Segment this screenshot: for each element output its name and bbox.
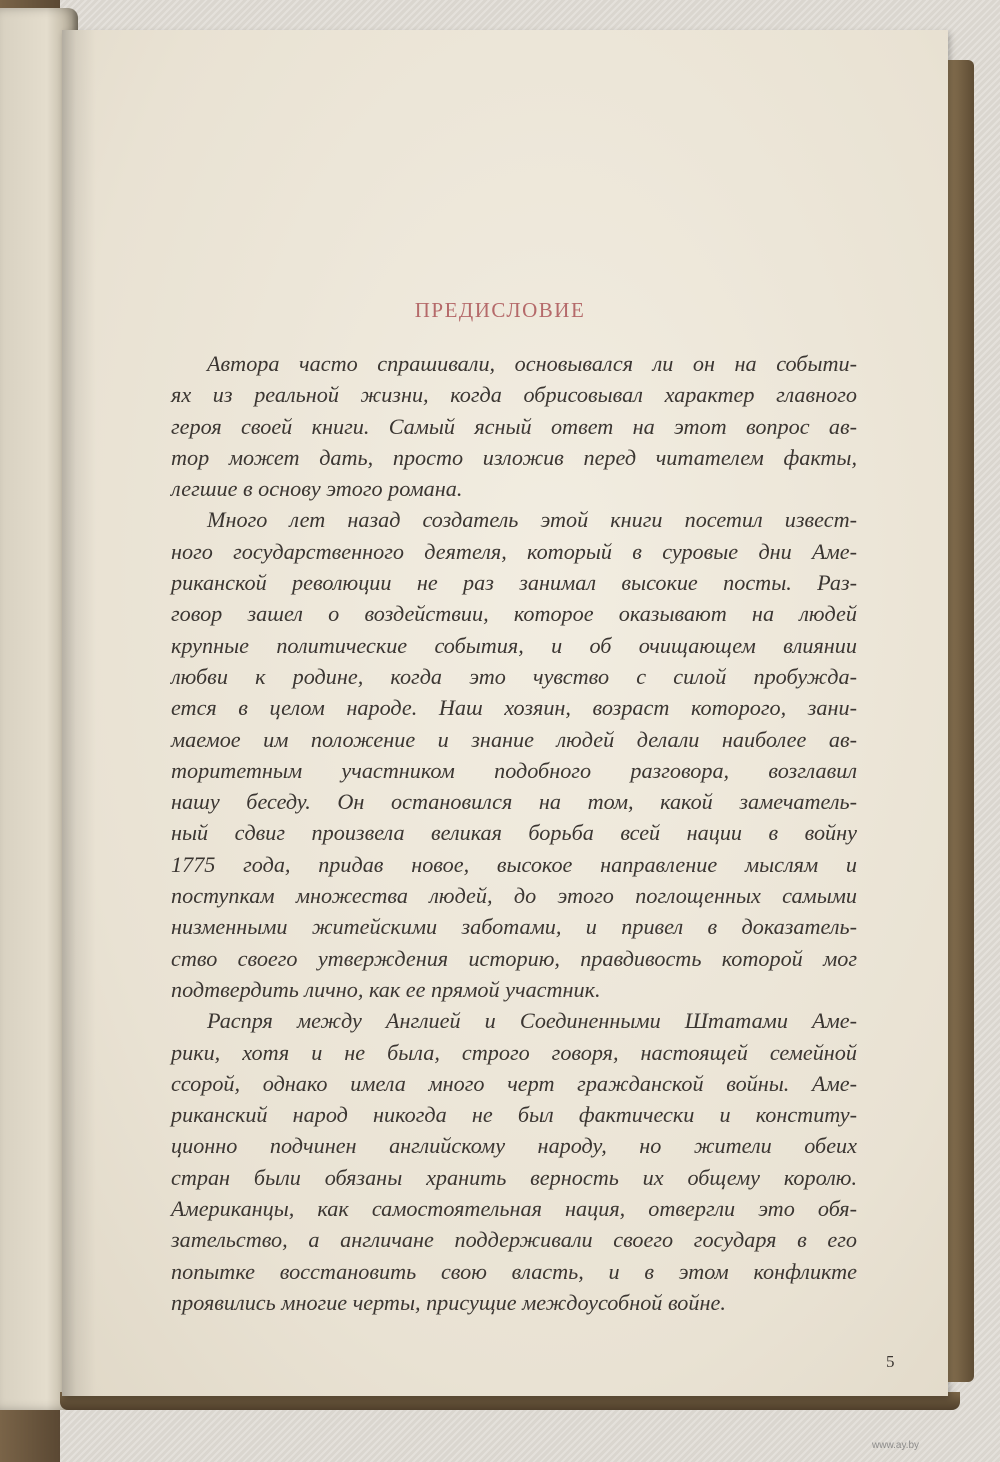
text-line: ного государственного деятеля, который в суровые дни Аме- [171, 538, 857, 564]
text-line: ях из реальной жизни, когда обрисовывал характер главного [171, 382, 857, 408]
text-line: низменными житейскими заботами, и привел в доказатель- [171, 914, 857, 940]
text-line: Автора часто спрашивали, основывался ли он на событи- [207, 351, 857, 376]
text-line: проявились многие черты, присущие междоусобной войне. [171, 1289, 726, 1315]
text-line: ство своего утверждения историю, правдивость которой мог [171, 945, 857, 971]
text-line: ется в целом народе. Наш хозяин, возраст которого, зани- [171, 695, 857, 721]
text-line: риканской революции не раз занимал высокие посты. Раз- [171, 570, 857, 596]
text-line: попытке восстановить свою власть, и в этом конфликте [171, 1258, 857, 1284]
text-line: подтвердить лично, как ее прямой участник. [171, 976, 601, 1002]
text-line: крупные политические события, и об очищающем влиянии [171, 632, 857, 658]
text-line: риканский народ никогда не был фактически и конститу- [171, 1102, 857, 1128]
text-line: ный сдвиг произвела великая борьба всей нации в войну [171, 820, 857, 846]
text-line: тор может дать, просто изложив перед читателем факты, [171, 444, 857, 470]
text-line: маемое им положение и знание людей делали наиболее ав- [171, 726, 857, 752]
text-line: ционно подчинен английскому народу, но жители обеих [171, 1133, 857, 1159]
text-line: поступкам множества людей, до этого поглощенных самыми [171, 883, 857, 909]
text-line: героя своей книги. Самый ясный ответ на этот вопрос ав- [171, 413, 857, 439]
text-line: рики, хотя и не была, строго говоря, настоящей семейной [171, 1039, 857, 1065]
text-line: Американцы, как самостоятельная нация, отвергли это обя- [171, 1196, 857, 1222]
text-line: нашу беседу. Он остановился на том, какой замечатель- [171, 789, 857, 815]
text-line: любви к родине, когда это чувство с силой пробужда- [171, 663, 857, 689]
book-page [62, 30, 948, 1396]
page-number: 5 [886, 1352, 895, 1371]
text-line: торитетным участником подобного разговора, возглавил [171, 757, 857, 783]
watermark: www.ay.by [872, 1440, 920, 1451]
text-line: Распря между Англией и Соединенными Штатами Аме- [207, 1008, 857, 1034]
page-heading: ПРЕДИСЛОВИЕ [414, 298, 586, 322]
text-line: стран были обязаны хранить верность их общему королю. [171, 1164, 857, 1190]
page-body [171, 348, 857, 1318]
text-line: легшие в основу этого романа. [171, 476, 463, 502]
text-line: ссорой, однако имела много черт гражданской войны. Аме- [171, 1070, 857, 1096]
text-line: зательство, а англичане поддерживали своего государя в его [171, 1227, 857, 1253]
text-line: 1775 года, придав новое, высокое направление мыслям и [171, 851, 857, 877]
text-line: Много лет назад создатель этой книги посетил извест- [207, 507, 857, 533]
text-line: говор зашел о воздействии, которое оказывают на людей [171, 601, 857, 627]
